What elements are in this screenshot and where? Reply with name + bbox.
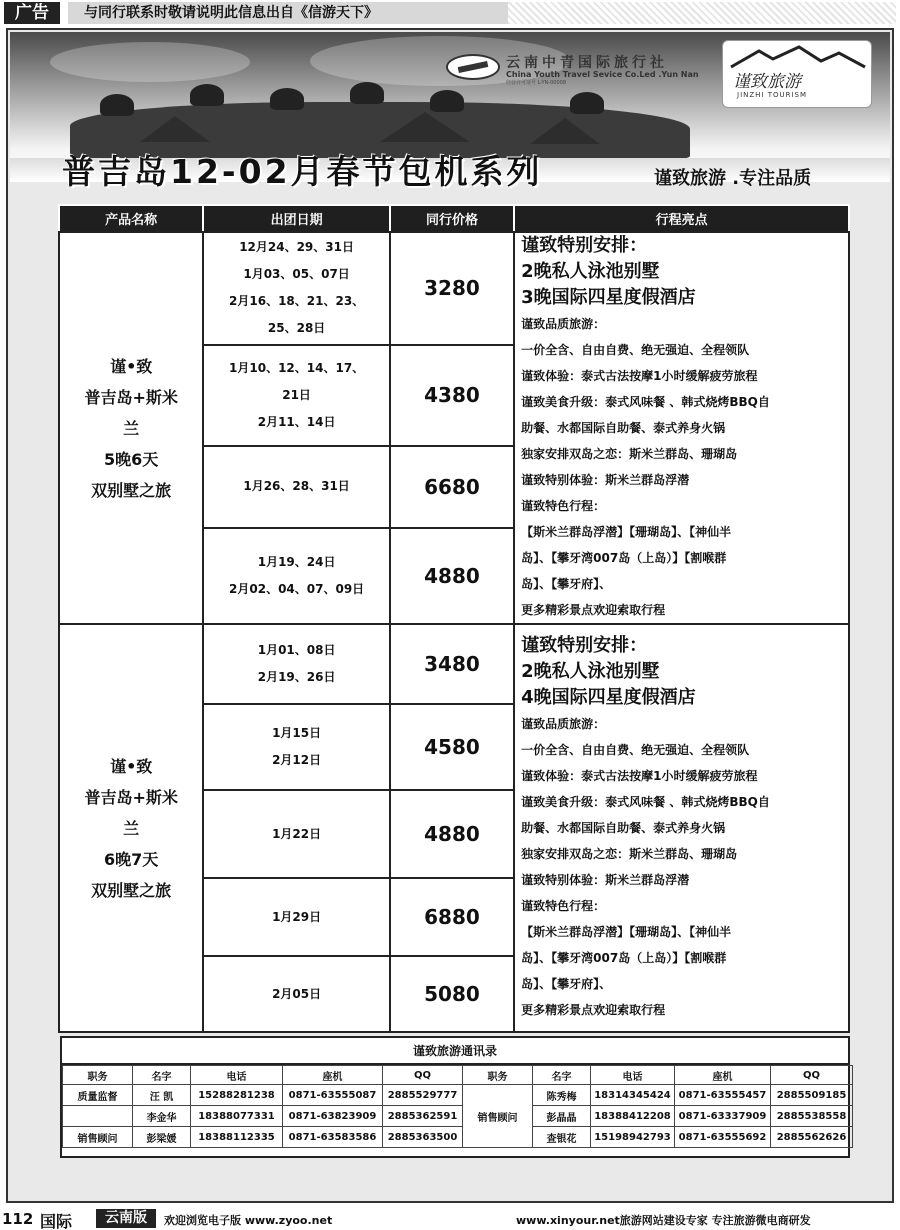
contact-phone: 18388077331 [191, 1106, 283, 1127]
contact-phone: 18388112335 [191, 1127, 283, 1148]
palm-tree [570, 92, 604, 114]
product-name-line: 兰 [123, 818, 140, 838]
date-line: 2月11、14日 [257, 414, 336, 429]
contact-directory-title: 谨致旅游通讯录 [62, 1038, 848, 1065]
product-name-line: 6晚7天 [104, 849, 159, 869]
decorative-stripes [508, 2, 896, 24]
contact-col-header: 电话 [191, 1066, 283, 1085]
date-line: 2月05日 [272, 986, 322, 1001]
highlight-line: 助餐、水都国际自助餐、泰式养身火锅 [521, 821, 726, 835]
product-name-line: 双别墅之旅 [91, 480, 172, 500]
contact-role: 销售顾问 [463, 1085, 533, 1148]
contact-phone: 15198942793 [591, 1127, 675, 1148]
price: 6680 [390, 446, 514, 527]
tagline: 谨致旅游 .专注品质 [654, 168, 812, 189]
price: 3280 [390, 232, 514, 345]
date-line: 2月16、18、21、23、 [229, 294, 365, 309]
highlight-line: 岛】、【攀牙湾007岛（上岛）】【割喉群 [521, 551, 727, 565]
brand-logo-text: 谨致旅游 [733, 72, 801, 92]
table-row [59, 232, 849, 345]
product-name-line: 普吉岛+斯米 [84, 387, 178, 407]
contact-name: 李金华 [133, 1106, 191, 1127]
agency-name-en: China Youth Travel Sevice Co.Led .Yun Nan [506, 70, 699, 79]
contact-landline: 0871-63583586 [283, 1127, 383, 1148]
highlight-title: 谨致特别安排： [521, 635, 648, 656]
palm-tree [190, 84, 224, 106]
contact-qq: 2885363500 [383, 1127, 463, 1148]
contact-col-header: 职务 [63, 1066, 133, 1085]
date-line: 1月15日 [272, 726, 322, 740]
contact-name: 汪 凯 [133, 1085, 191, 1106]
contact-role [63, 1106, 133, 1127]
contact-row [63, 1106, 853, 1127]
contact-qq: 2885562626 [771, 1127, 853, 1148]
highlight-title: 3晚国际四星度假酒店 [521, 287, 696, 308]
price: 4580 [390, 704, 514, 790]
contact-col-header: 职务 [463, 1066, 533, 1085]
highlight-title: 4晚国际四星度假酒店 [521, 687, 696, 708]
product-name-line: 兰 [123, 418, 140, 438]
highlight-line: 独家安排双岛之恋：斯米兰群岛、珊瑚岛 [521, 847, 738, 861]
contact-landline: 0871-63555457 [675, 1085, 771, 1106]
date-line: 25、28日 [267, 321, 326, 336]
highlight-line: 一价全含、自由自费、绝无强迫、全程领队 [521, 343, 750, 357]
contact-phone: 15288281238 [191, 1085, 283, 1106]
highlight-line: 谨致品质旅游： [521, 317, 606, 331]
contact-qq: 2885529777 [383, 1085, 463, 1106]
price: 4880 [390, 790, 514, 878]
highlight-title: 2晚私人泳池别墅 [521, 661, 660, 682]
contact-name: 彭晶晶 [533, 1106, 591, 1127]
ad-strip [0, 0, 900, 26]
price: 5080 [390, 956, 514, 1032]
departure-dates [203, 232, 389, 345]
palm-tree [350, 82, 384, 104]
highlight-line: 岛】、【攀牙府】、 [521, 577, 612, 591]
product-name-line: 双别墅之旅 [91, 880, 172, 900]
palm-tree [270, 88, 304, 110]
highlight-line: 独家安排双岛之恋：斯米兰群岛、珊瑚岛 [521, 447, 738, 461]
table-header-row [59, 205, 849, 232]
date-line: 1月10、12、14、17、 [229, 360, 365, 375]
highlight-line: 谨致特色行程： [521, 899, 606, 913]
highlight-line: 更多精彩景点欢迎索取行程 [521, 603, 666, 617]
ad-tag: 广告 [4, 2, 60, 24]
cloud [50, 42, 250, 82]
mountain-icon [729, 45, 867, 69]
page-number: 112 [2, 1210, 34, 1228]
date-line: 1月03、05、07日 [243, 267, 350, 282]
product-table [58, 204, 850, 1033]
highlight-line: 助餐、水都国际自助餐、泰式养身火锅 [521, 421, 726, 435]
date-line: 1月29日 [272, 909, 322, 924]
palm-tree [100, 94, 134, 116]
contact-role: 质量监督 [63, 1085, 133, 1106]
contact-col-header: 电话 [591, 1066, 675, 1085]
date-line: 1月26、28、31日 [243, 479, 350, 494]
col-header: 产品名称 [59, 205, 203, 232]
highlight-line: 【斯米兰群岛浮潜】【珊瑚岛】、【神仙半 [521, 525, 732, 539]
highlight-line: 谨致品质旅游： [521, 717, 606, 731]
palm-tree [430, 90, 464, 112]
brand-logo-en: JINZHI TOURISM [737, 91, 808, 99]
product-name [59, 232, 203, 624]
highlight-line: 谨致体验：泰式古法按摩1小时缓解疲劳旅程 [521, 769, 758, 783]
departure-dates [203, 345, 389, 447]
highlight-title: 2晚私人泳池别墅 [521, 261, 660, 282]
product-name [59, 624, 203, 1032]
contact-landline: 0871-63555087 [283, 1085, 383, 1106]
price: 6880 [390, 878, 514, 956]
agency-name-cn: 云南中青国际旅行社 [506, 55, 668, 71]
highlight-title: 谨致特别安排： [521, 235, 648, 256]
contact-qq: 2885538558 [771, 1106, 853, 1127]
contact-col-header: 座机 [283, 1066, 383, 1085]
col-header: 同行价格 [390, 205, 514, 232]
highlight-line: 谨致特别体验：斯米兰群岛浮潜 [521, 873, 690, 887]
product-name-line: 普吉岛+斯米 [84, 787, 178, 807]
col-header: 出团日期 [203, 205, 389, 232]
highlight-line: 岛】、【攀牙府】、 [521, 977, 612, 991]
product-name-line: 谨•致 [110, 756, 153, 776]
date-line: 2月02、04、07、09日 [229, 581, 365, 596]
agency-license: 经营许可证号 L-YN-00008 [506, 80, 567, 86]
itinerary-highlights [514, 624, 849, 1032]
page-title: 普吉岛12-02月春节包机系列 [62, 152, 543, 191]
highlight-line: 谨致体验：泰式古法按摩1小时缓解疲劳旅程 [521, 369, 758, 383]
highlight-line: 谨致美食升级：泰式风味餐 、韩式烧烤BBQ自 [521, 395, 770, 409]
ad-notice: 与同行联系时敬请说明此信息出自《信游天下》 [68, 2, 508, 24]
departure-dates [203, 624, 389, 704]
contact-qq: 2885509185 [771, 1085, 853, 1106]
date-line: 1月19、24日 [257, 554, 336, 569]
contact-row [63, 1085, 853, 1106]
page-footer [0, 1207, 900, 1230]
date-line: 2月19、26日 [257, 670, 336, 684]
date-line: 21日 [282, 387, 311, 402]
advert-frame [6, 28, 894, 1203]
footer-slogan: www.xinyour.net旅游网站建设专家 专注旅游微电商研发 [516, 1214, 811, 1227]
departure-dates [203, 956, 389, 1032]
contact-directory [60, 1036, 850, 1158]
date-line: 1月22日 [272, 826, 322, 841]
highlight-line: 谨致特别体验：斯米兰群岛浮潜 [521, 473, 690, 487]
contact-name: 陈秀梅 [533, 1085, 591, 1106]
contact-col-header: 名字 [533, 1066, 591, 1085]
contact-col-header: QQ [771, 1066, 853, 1085]
price: 4380 [390, 345, 514, 447]
highlight-line: 更多精彩景点欢迎索取行程 [521, 1003, 666, 1017]
departure-dates [203, 790, 389, 878]
contact-qq: 2885362591 [383, 1106, 463, 1127]
contact-header-row [63, 1066, 853, 1085]
price: 3480 [390, 624, 514, 704]
contact-name: 查银花 [533, 1127, 591, 1148]
contact-row [63, 1127, 853, 1148]
edition-badge: 云南版 [96, 1209, 156, 1228]
contact-col-header: 座机 [675, 1066, 771, 1085]
contact-landline: 0871-63337909 [675, 1106, 771, 1127]
highlight-line: 岛】、【攀牙湾007岛（上岛）】【割喉群 [521, 951, 727, 965]
departure-dates [203, 704, 389, 790]
product-name-line: 5晚6天 [104, 449, 159, 469]
highlight-line: 谨致美食升级：泰式风味餐 、韩式烧烤BBQ自 [521, 795, 770, 809]
highlight-line: 谨致特色行程： [521, 499, 606, 513]
agency-logo-block [446, 52, 726, 86]
date-line: 12月24、29、31日 [239, 240, 354, 255]
date-line: 1月01、08日 [257, 643, 336, 657]
section-label: 国际 [40, 1212, 73, 1230]
contact-name: 彭梁媛 [133, 1127, 191, 1148]
contact-landline: 0871-63555692 [675, 1127, 771, 1148]
contact-role: 销售顾问 [63, 1127, 133, 1148]
agency-logo-icon [446, 54, 500, 80]
contact-landline: 0871-63823909 [283, 1106, 383, 1127]
table-row [59, 624, 849, 704]
contact-table [62, 1065, 853, 1148]
col-header: 行程亮点 [514, 205, 849, 232]
date-line: 2月12日 [272, 753, 322, 767]
departure-dates [203, 878, 389, 956]
footer-welcome: 欢迎浏览电子版 www.zyoo.net [164, 1214, 333, 1227]
departure-dates [203, 446, 389, 527]
contact-col-header: 名字 [133, 1066, 191, 1085]
contact-col-header: QQ [383, 1066, 463, 1085]
highlight-line: 一价全含、自由自费、绝无强迫、全程领队 [521, 743, 750, 757]
departure-dates [203, 528, 389, 625]
highlight-line: 【斯米兰群岛浮潜】【珊瑚岛】、【神仙半 [521, 925, 732, 939]
itinerary-highlights [514, 232, 849, 624]
contact-phone: 18388412208 [591, 1106, 675, 1127]
product-name-line: 谨•致 [110, 356, 153, 376]
price: 4880 [390, 528, 514, 625]
contact-phone: 18314345424 [591, 1085, 675, 1106]
brand-logo [722, 40, 872, 108]
